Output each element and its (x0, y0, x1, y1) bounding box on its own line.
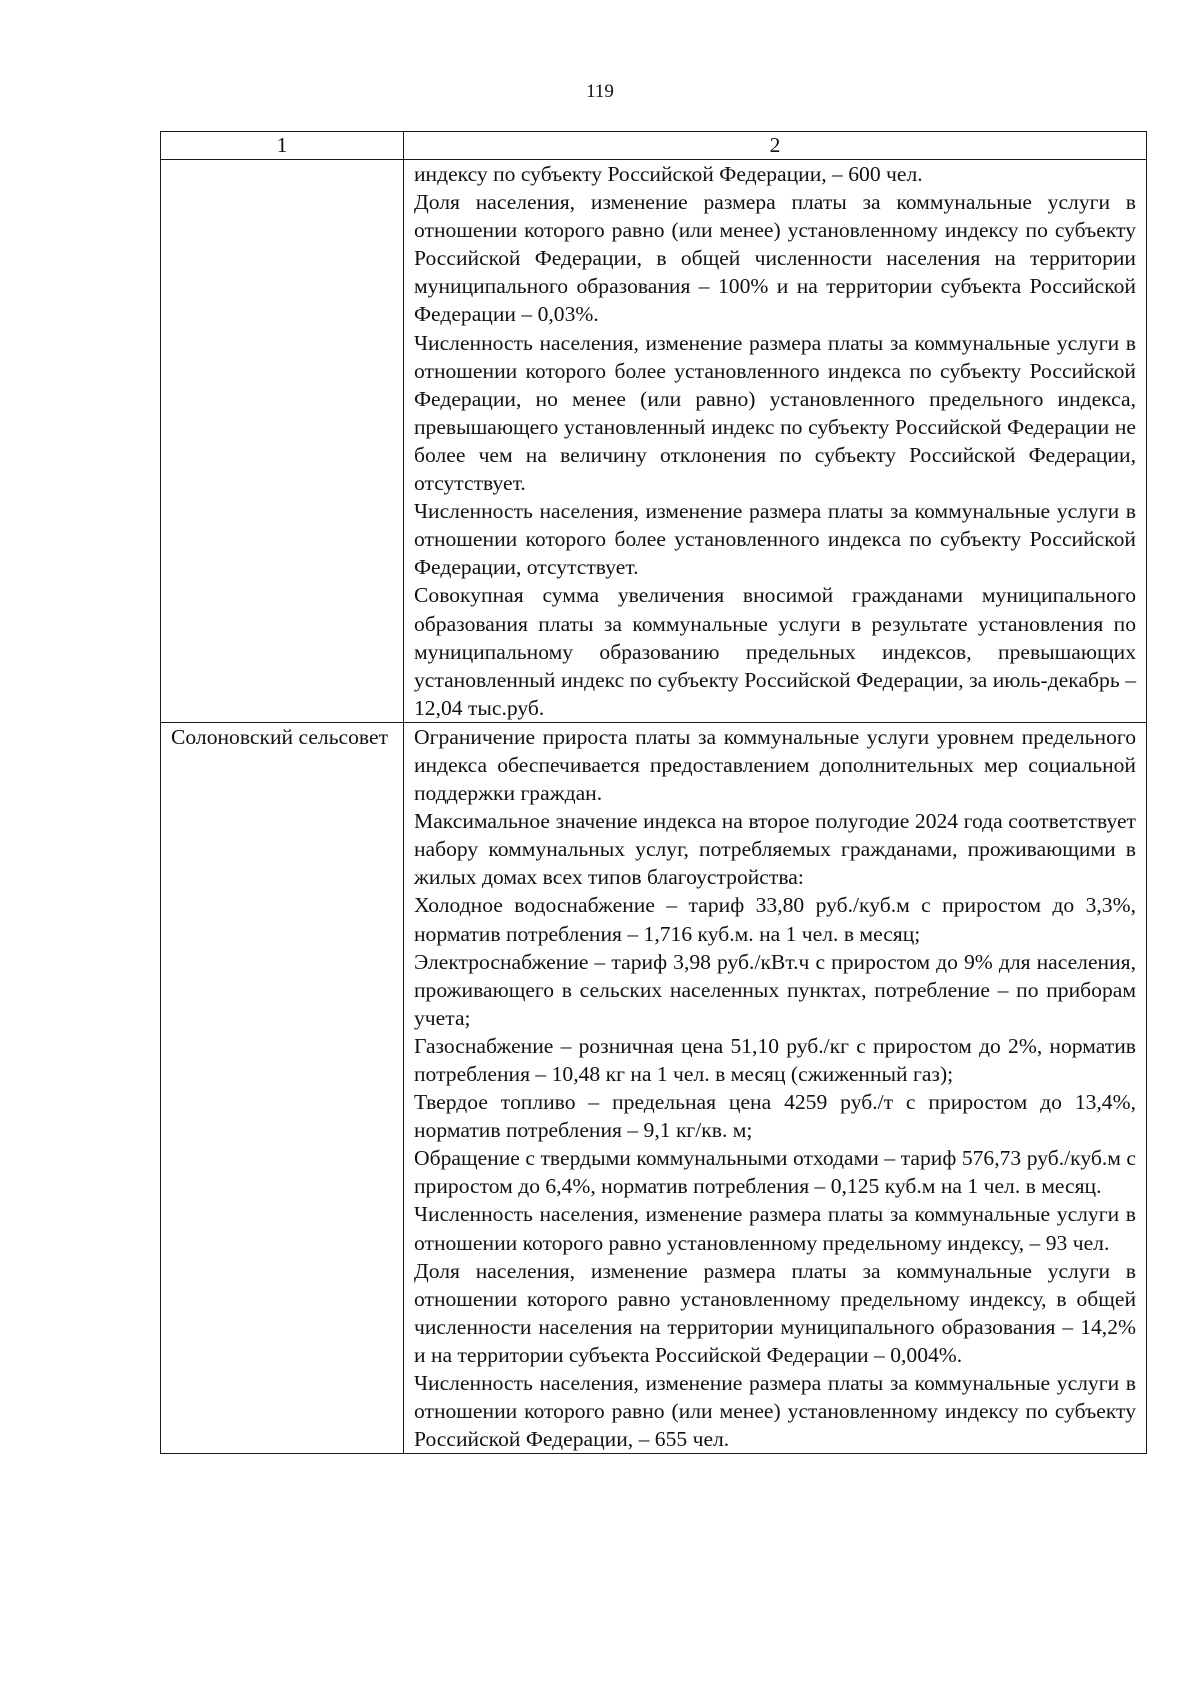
paragraph: Численность населения, изменение размера платы за коммунальные услуги в отношении которого более установленного индекса по субъекту Российской Федерации, отсутствует. (414, 499, 1136, 580)
paragraph: Совокупная сумма увеличения вносимой гражданами муниципального образования платы за коммунальные услуги в результате установления по муниципальному образованию предельных индексов, превышающих установленный индекс по субъекту Российской Федерации, за июль-декабрь – 12,04 тыс.руб. (414, 583, 1136, 720)
table-header-row (161, 132, 1147, 160)
paragraph: Доля населения, изменение размера платы за коммунальные услуги в отношении которого равно установленному предельному индексу, в общей численности населения на территории муниципального образования – 14,2% и на территории субъекта Российской Федерации – 0,004%. (414, 1258, 1136, 1367)
table-row (161, 160, 1147, 723)
column-header-1: 1 (161, 132, 404, 160)
paragraph: Ограничение прироста платы за коммунальные услуги уровнем предельного индекса обеспечивается предоставлением дополнительных мер социальной поддержки граждан. (414, 724, 1136, 806)
table-row (161, 722, 1147, 1453)
description-cell (404, 160, 1147, 723)
paragraph: Холодное водоснабжение – тариф 33,80 руб./куб.м с приростом до 3,3%, норматив потребления – 1,716 куб.м. на 1 чел. в месяц; (414, 893, 1136, 946)
paragraph: Максимальное значение индекса на второе полугодие 2024 года соответствует набору коммунальных услуг, потребляемых гражданами, проживающими в жилых домах всех типов благоустройства: (414, 809, 1136, 890)
description-cell (404, 722, 1147, 1453)
paragraph: Численность населения, изменение размера платы за коммунальные услуги в отношении которого более установленного индекса по субъекту Российской Федерации, но менее (или равно) установленного предельного индекса, превышающего установленный индекс по субъекту Российской Федерации не более чем на величину отклонения по субъекту Российской Федерации, отсутствует. (414, 330, 1136, 496)
paragraph: Обращение с твердыми коммунальными отходами – тариф 576,73 руб./куб.м с приростом до 6,4%, норматив потребления – 0,125 куб.м на 1 чел. в месяц. (414, 1146, 1136, 1199)
paragraph: Твердое топливо – предельная цена 4259 руб./т с приростом до 13,4%, норматив потребления – 9,1 кг/кв. м; (414, 1090, 1136, 1143)
paragraph: Газоснабжение – розничная цена 51,10 руб./кг с приростом до 2%, норматив потребления – 10,48 кг на 1 чел. в месяц (сжиженный газ); (414, 1033, 1136, 1086)
paragraph: индексу по субъекту Российской Федерации, – 600 чел. (414, 162, 923, 186)
paragraph: Численность населения, изменение размера платы за коммунальные услуги в отношении которого равно (или менее) установленному индексу по субъекту Российской Федерации, – 655 чел. (414, 1371, 1136, 1452)
paragraph: Электроснабжение – тариф 3,98 руб./кВт.ч с приростом до 9% для населения, проживающего в сельских населенных пунктах, потребление – по приборам учета; (414, 949, 1136, 1030)
municipality-cell (161, 160, 404, 723)
municipality-cell (161, 722, 404, 1453)
paragraph: Доля населения, изменение размера платы за коммунальные услуги в отношении которого равно (или менее) установленному индексу по субъекту Российской Федерации, в общей численности населения на территории муниципального образования – 100% и на территории субъекта Российской Федерации – 0,03%. (414, 190, 1136, 327)
column-header-2: 2 (404, 132, 1147, 160)
paragraph: Численность населения, изменение размера платы за коммунальные услуги в отношении которого равно установленному предельному индексу, – 93 чел. (414, 1202, 1136, 1255)
municipality-name: Солоновский сельсовет (171, 724, 389, 749)
page-number: 119 (586, 81, 614, 102)
document-table (160, 131, 1147, 1454)
